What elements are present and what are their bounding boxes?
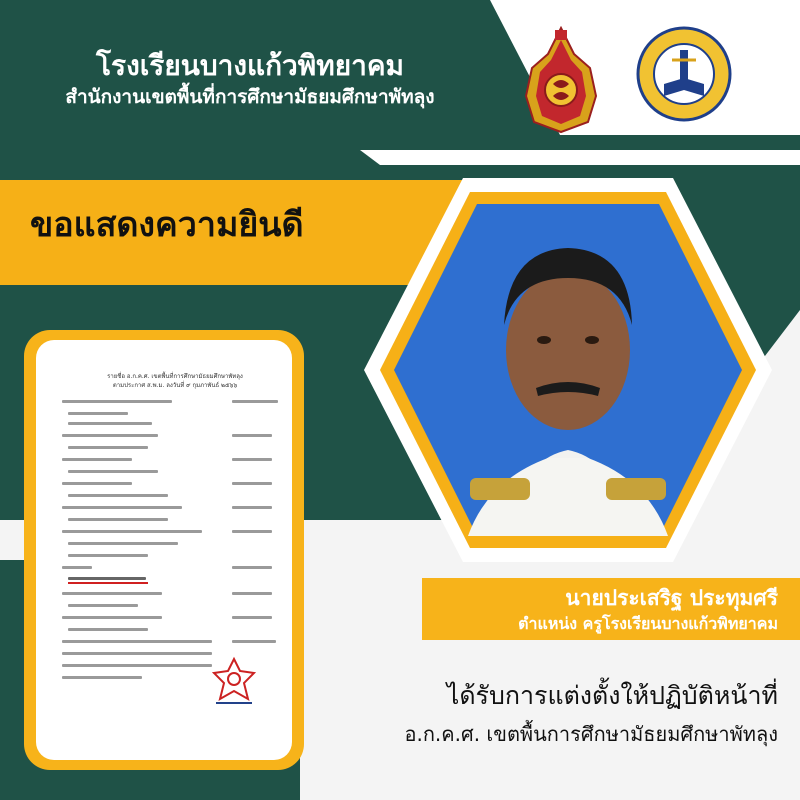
appointment-line1: ได้รับการแต่งตั้งให้ปฏิบัติหน้าที่ (446, 681, 778, 710)
congratulations-text: ขอแสดงความยินดี (30, 205, 304, 245)
school-emblem-icon (636, 26, 732, 122)
person-position: ตำแหน่ง ครูโรงเรียนบางแก้วพิทยาคม (518, 614, 778, 633)
document-title-line1: รายชื่อ อ.ก.ค.ศ. เขตพื้นที่การศึกษามัธยมศึกษาพัทลุง (107, 373, 243, 380)
document-title-line2: ตามประกาศ ส.พ.ม. ลงวันที่ ๙ กุมภาพันธ์ ๒๕๖๖ (112, 382, 238, 389)
highlight-underline (68, 582, 148, 584)
portrait-frame (358, 160, 778, 580)
appointment-line2: อ.ก.ค.ศ. เขตพื้นการศึกษามัธยมศึกษาพัทลุง (404, 722, 778, 746)
garuda-seal-icon (210, 655, 258, 707)
office-name: สำนักงานเขตพื้นที่การศึกษามัธยมศึกษาพัทลุง (65, 86, 435, 108)
header (30, 48, 470, 110)
obec-emblem-icon (522, 26, 600, 134)
name-plate (422, 578, 800, 640)
person-name: นายประเสริฐ ประทุมศรี (565, 586, 778, 610)
document-title (60, 372, 290, 390)
school-name: โรงเรียนบางแก้วพิทยาคม (95, 49, 405, 82)
